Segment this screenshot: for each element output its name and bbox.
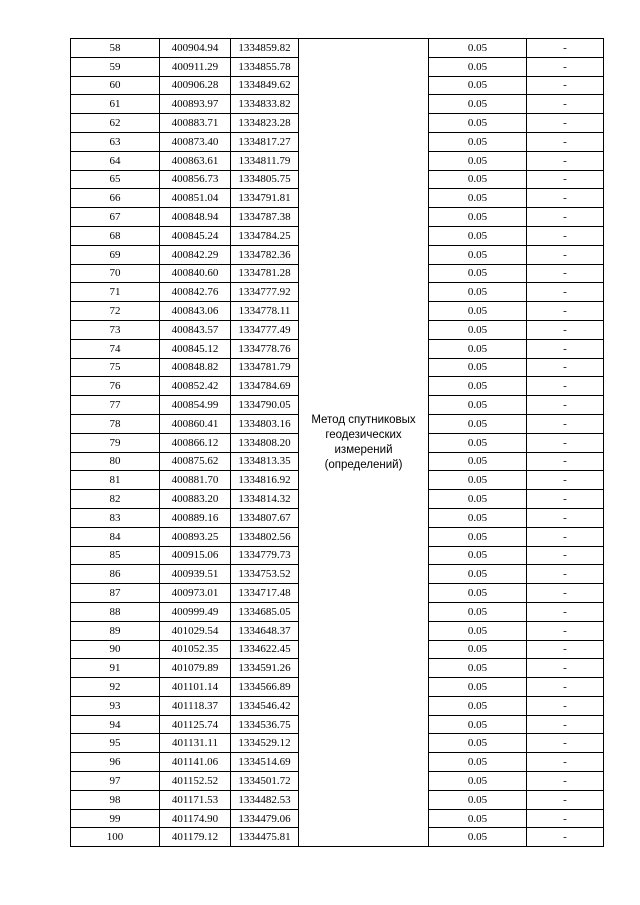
point-number-cell: 65 <box>71 170 160 189</box>
accuracy-cell: 0.05 <box>429 396 527 415</box>
x-coordinate-cell: 400939.51 <box>160 565 231 584</box>
x-coordinate-cell: 400852.42 <box>160 377 231 396</box>
y-coordinate-cell: 1334803.16 <box>231 414 299 433</box>
y-coordinate-cell: 1334814.32 <box>231 490 299 509</box>
note-cell: - <box>527 208 604 227</box>
note-cell: - <box>527 659 604 678</box>
note-cell: - <box>527 151 604 170</box>
x-coordinate-cell: 400999.49 <box>160 602 231 621</box>
point-number-cell: 85 <box>71 546 160 565</box>
point-number-cell: 63 <box>71 132 160 151</box>
accuracy-cell: 0.05 <box>429 433 527 452</box>
x-coordinate-cell: 400973.01 <box>160 584 231 603</box>
x-coordinate-cell: 400843.57 <box>160 320 231 339</box>
x-coordinate-cell: 400873.40 <box>160 132 231 151</box>
note-cell: - <box>527 809 604 828</box>
accuracy-cell: 0.05 <box>429 490 527 509</box>
note-cell: - <box>527 245 604 264</box>
y-coordinate-cell: 1334823.28 <box>231 114 299 133</box>
accuracy-cell: 0.05 <box>429 753 527 772</box>
accuracy-cell: 0.05 <box>429 508 527 527</box>
note-cell: - <box>527 132 604 151</box>
x-coordinate-cell: 400840.60 <box>160 264 231 283</box>
x-coordinate-cell: 400889.16 <box>160 508 231 527</box>
accuracy-cell: 0.05 <box>429 414 527 433</box>
point-number-cell: 100 <box>71 828 160 847</box>
accuracy-cell: 0.05 <box>429 828 527 847</box>
y-coordinate-cell: 1334514.69 <box>231 753 299 772</box>
x-coordinate-cell: 400851.04 <box>160 189 231 208</box>
point-number-cell: 69 <box>71 245 160 264</box>
y-coordinate-cell: 1334717.48 <box>231 584 299 603</box>
accuracy-cell: 0.05 <box>429 790 527 809</box>
point-number-cell: 99 <box>71 809 160 828</box>
y-coordinate-cell: 1334807.67 <box>231 508 299 527</box>
accuracy-cell: 0.05 <box>429 565 527 584</box>
point-number-cell: 91 <box>71 659 160 678</box>
point-number-cell: 77 <box>71 396 160 415</box>
x-coordinate-cell: 400883.71 <box>160 114 231 133</box>
x-coordinate-cell: 400893.25 <box>160 527 231 546</box>
accuracy-cell: 0.05 <box>429 471 527 490</box>
x-coordinate-cell: 401052.35 <box>160 640 231 659</box>
point-number-cell: 61 <box>71 95 160 114</box>
y-coordinate-cell: 1334482.53 <box>231 790 299 809</box>
point-number-cell: 71 <box>71 283 160 302</box>
x-coordinate-cell: 400881.70 <box>160 471 231 490</box>
x-coordinate-cell: 400883.20 <box>160 490 231 509</box>
y-coordinate-cell: 1334790.05 <box>231 396 299 415</box>
point-number-cell: 67 <box>71 208 160 227</box>
y-coordinate-cell: 1334475.81 <box>231 828 299 847</box>
y-coordinate-cell: 1334817.27 <box>231 132 299 151</box>
accuracy-cell: 0.05 <box>429 696 527 715</box>
note-cell: - <box>527 790 604 809</box>
note-cell: - <box>527 358 604 377</box>
note-cell: - <box>527 584 604 603</box>
point-number-cell: 92 <box>71 678 160 697</box>
y-coordinate-cell: 1334778.11 <box>231 302 299 321</box>
accuracy-cell: 0.05 <box>429 264 527 283</box>
x-coordinate-cell: 400856.73 <box>160 170 231 189</box>
x-coordinate-cell: 401125.74 <box>160 715 231 734</box>
note-cell: - <box>527 76 604 95</box>
y-coordinate-cell: 1334833.82 <box>231 95 299 114</box>
y-coordinate-cell: 1334808.20 <box>231 433 299 452</box>
x-coordinate-cell: 401141.06 <box>160 753 231 772</box>
point-number-cell: 88 <box>71 602 160 621</box>
y-coordinate-cell: 1334784.25 <box>231 226 299 245</box>
note-cell: - <box>527 170 604 189</box>
y-coordinate-cell: 1334778.76 <box>231 339 299 358</box>
y-coordinate-cell: 1334622.45 <box>231 640 299 659</box>
point-number-cell: 90 <box>71 640 160 659</box>
y-coordinate-cell: 1334811.79 <box>231 151 299 170</box>
y-coordinate-cell: 1334546.42 <box>231 696 299 715</box>
note-cell: - <box>527 602 604 621</box>
accuracy-cell: 0.05 <box>429 659 527 678</box>
x-coordinate-cell: 400893.97 <box>160 95 231 114</box>
y-coordinate-cell: 1334791.81 <box>231 189 299 208</box>
x-coordinate-cell: 400842.29 <box>160 245 231 264</box>
x-coordinate-cell: 400915.06 <box>160 546 231 565</box>
accuracy-cell: 0.05 <box>429 208 527 227</box>
accuracy-cell: 0.05 <box>429 132 527 151</box>
accuracy-cell: 0.05 <box>429 621 527 640</box>
note-cell: - <box>527 696 604 715</box>
y-coordinate-cell: 1334784.69 <box>231 377 299 396</box>
accuracy-cell: 0.05 <box>429 76 527 95</box>
accuracy-cell: 0.05 <box>429 170 527 189</box>
y-coordinate-cell: 1334591.26 <box>231 659 299 678</box>
note-cell: - <box>527 339 604 358</box>
note-cell: - <box>527 452 604 471</box>
note-cell: - <box>527 414 604 433</box>
y-coordinate-cell: 1334753.52 <box>231 565 299 584</box>
coordinates-table-body <box>71 39 604 847</box>
accuracy-cell: 0.05 <box>429 151 527 170</box>
method-cell: Метод спутниковых геодезических измерений (определений) <box>299 39 429 847</box>
point-number-cell: 93 <box>71 696 160 715</box>
accuracy-cell: 0.05 <box>429 283 527 302</box>
point-number-cell: 64 <box>71 151 160 170</box>
point-number-cell: 75 <box>71 358 160 377</box>
note-cell: - <box>527 396 604 415</box>
accuracy-cell: 0.05 <box>429 226 527 245</box>
accuracy-cell: 0.05 <box>429 57 527 76</box>
y-coordinate-cell: 1334849.62 <box>231 76 299 95</box>
point-number-cell: 84 <box>71 527 160 546</box>
y-coordinate-cell: 1334779.73 <box>231 546 299 565</box>
y-coordinate-cell: 1334501.72 <box>231 772 299 791</box>
point-number-cell: 62 <box>71 114 160 133</box>
x-coordinate-cell: 401101.14 <box>160 678 231 697</box>
point-number-cell: 74 <box>71 339 160 358</box>
accuracy-cell: 0.05 <box>429 452 527 471</box>
point-number-cell: 70 <box>71 264 160 283</box>
note-cell: - <box>527 508 604 527</box>
y-coordinate-cell: 1334805.75 <box>231 170 299 189</box>
point-number-cell: 59 <box>71 57 160 76</box>
y-coordinate-cell: 1334777.92 <box>231 283 299 302</box>
note-cell: - <box>527 527 604 546</box>
note-cell: - <box>527 302 604 321</box>
note-cell: - <box>527 565 604 584</box>
point-number-cell: 76 <box>71 377 160 396</box>
note-cell: - <box>527 95 604 114</box>
note-cell: - <box>527 828 604 847</box>
note-cell: - <box>527 283 604 302</box>
note-cell: - <box>527 114 604 133</box>
y-coordinate-cell: 1334566.89 <box>231 678 299 697</box>
y-coordinate-cell: 1334802.56 <box>231 527 299 546</box>
accuracy-cell: 0.05 <box>429 546 527 565</box>
note-cell: - <box>527 715 604 734</box>
point-number-cell: 66 <box>71 189 160 208</box>
note-cell: - <box>527 678 604 697</box>
x-coordinate-cell: 400906.28 <box>160 76 231 95</box>
accuracy-cell: 0.05 <box>429 39 527 58</box>
x-coordinate-cell: 401131.11 <box>160 734 231 753</box>
note-cell: - <box>527 433 604 452</box>
note-cell: - <box>527 734 604 753</box>
point-number-cell: 96 <box>71 753 160 772</box>
accuracy-cell: 0.05 <box>429 245 527 264</box>
point-number-cell: 78 <box>71 414 160 433</box>
accuracy-cell: 0.05 <box>429 640 527 659</box>
accuracy-cell: 0.05 <box>429 302 527 321</box>
point-number-cell: 98 <box>71 790 160 809</box>
note-cell: - <box>527 320 604 339</box>
point-number-cell: 79 <box>71 433 160 452</box>
y-coordinate-cell: 1334782.36 <box>231 245 299 264</box>
y-coordinate-cell: 1334813.35 <box>231 452 299 471</box>
point-number-cell: 60 <box>71 76 160 95</box>
point-number-cell: 58 <box>71 39 160 58</box>
x-coordinate-cell: 401118.37 <box>160 696 231 715</box>
x-coordinate-cell: 401174.90 <box>160 809 231 828</box>
note-cell: - <box>527 753 604 772</box>
point-number-cell: 80 <box>71 452 160 471</box>
point-number-cell: 86 <box>71 565 160 584</box>
y-coordinate-cell: 1334648.37 <box>231 621 299 640</box>
accuracy-cell: 0.05 <box>429 358 527 377</box>
y-coordinate-cell: 1334781.28 <box>231 264 299 283</box>
point-number-cell: 94 <box>71 715 160 734</box>
accuracy-cell: 0.05 <box>429 734 527 753</box>
point-number-cell: 82 <box>71 490 160 509</box>
x-coordinate-cell: 400848.82 <box>160 358 231 377</box>
note-cell: - <box>527 226 604 245</box>
point-number-cell: 73 <box>71 320 160 339</box>
accuracy-cell: 0.05 <box>429 772 527 791</box>
accuracy-cell: 0.05 <box>429 189 527 208</box>
x-coordinate-cell: 401029.54 <box>160 621 231 640</box>
point-number-cell: 89 <box>71 621 160 640</box>
accuracy-cell: 0.05 <box>429 377 527 396</box>
y-coordinate-cell: 1334529.12 <box>231 734 299 753</box>
point-number-cell: 83 <box>71 508 160 527</box>
table-row <box>71 39 604 58</box>
point-number-cell: 87 <box>71 584 160 603</box>
note-cell: - <box>527 39 604 58</box>
y-coordinate-cell: 1334781.79 <box>231 358 299 377</box>
coordinates-table <box>70 38 604 847</box>
point-number-cell: 81 <box>71 471 160 490</box>
note-cell: - <box>527 471 604 490</box>
accuracy-cell: 0.05 <box>429 602 527 621</box>
x-coordinate-cell: 400911.29 <box>160 57 231 76</box>
accuracy-cell: 0.05 <box>429 678 527 697</box>
x-coordinate-cell: 400842.76 <box>160 283 231 302</box>
note-cell: - <box>527 264 604 283</box>
accuracy-cell: 0.05 <box>429 320 527 339</box>
y-coordinate-cell: 1334855.78 <box>231 57 299 76</box>
note-cell: - <box>527 621 604 640</box>
x-coordinate-cell: 400845.12 <box>160 339 231 358</box>
point-number-cell: 72 <box>71 302 160 321</box>
x-coordinate-cell: 400904.94 <box>160 39 231 58</box>
accuracy-cell: 0.05 <box>429 114 527 133</box>
y-coordinate-cell: 1334859.82 <box>231 39 299 58</box>
note-cell: - <box>527 490 604 509</box>
accuracy-cell: 0.05 <box>429 527 527 546</box>
accuracy-cell: 0.05 <box>429 95 527 114</box>
x-coordinate-cell: 401171.53 <box>160 790 231 809</box>
note-cell: - <box>527 377 604 396</box>
accuracy-cell: 0.05 <box>429 584 527 603</box>
x-coordinate-cell: 400854.99 <box>160 396 231 415</box>
x-coordinate-cell: 400848.94 <box>160 208 231 227</box>
x-coordinate-cell: 400863.61 <box>160 151 231 170</box>
accuracy-cell: 0.05 <box>429 339 527 358</box>
y-coordinate-cell: 1334685.05 <box>231 602 299 621</box>
note-cell: - <box>527 640 604 659</box>
point-number-cell: 95 <box>71 734 160 753</box>
x-coordinate-cell: 400860.41 <box>160 414 231 433</box>
note-cell: - <box>527 57 604 76</box>
point-number-cell: 97 <box>71 772 160 791</box>
x-coordinate-cell: 401079.89 <box>160 659 231 678</box>
note-cell: - <box>527 189 604 208</box>
y-coordinate-cell: 1334777.49 <box>231 320 299 339</box>
accuracy-cell: 0.05 <box>429 809 527 828</box>
x-coordinate-cell: 401179.12 <box>160 828 231 847</box>
y-coordinate-cell: 1334816.92 <box>231 471 299 490</box>
x-coordinate-cell: 401152.52 <box>160 772 231 791</box>
note-cell: - <box>527 772 604 791</box>
x-coordinate-cell: 400875.62 <box>160 452 231 471</box>
accuracy-cell: 0.05 <box>429 715 527 734</box>
note-cell: - <box>527 546 604 565</box>
y-coordinate-cell: 1334536.75 <box>231 715 299 734</box>
y-coordinate-cell: 1334479.06 <box>231 809 299 828</box>
x-coordinate-cell: 400845.24 <box>160 226 231 245</box>
point-number-cell: 68 <box>71 226 160 245</box>
y-coordinate-cell: 1334787.38 <box>231 208 299 227</box>
x-coordinate-cell: 400866.12 <box>160 433 231 452</box>
x-coordinate-cell: 400843.06 <box>160 302 231 321</box>
